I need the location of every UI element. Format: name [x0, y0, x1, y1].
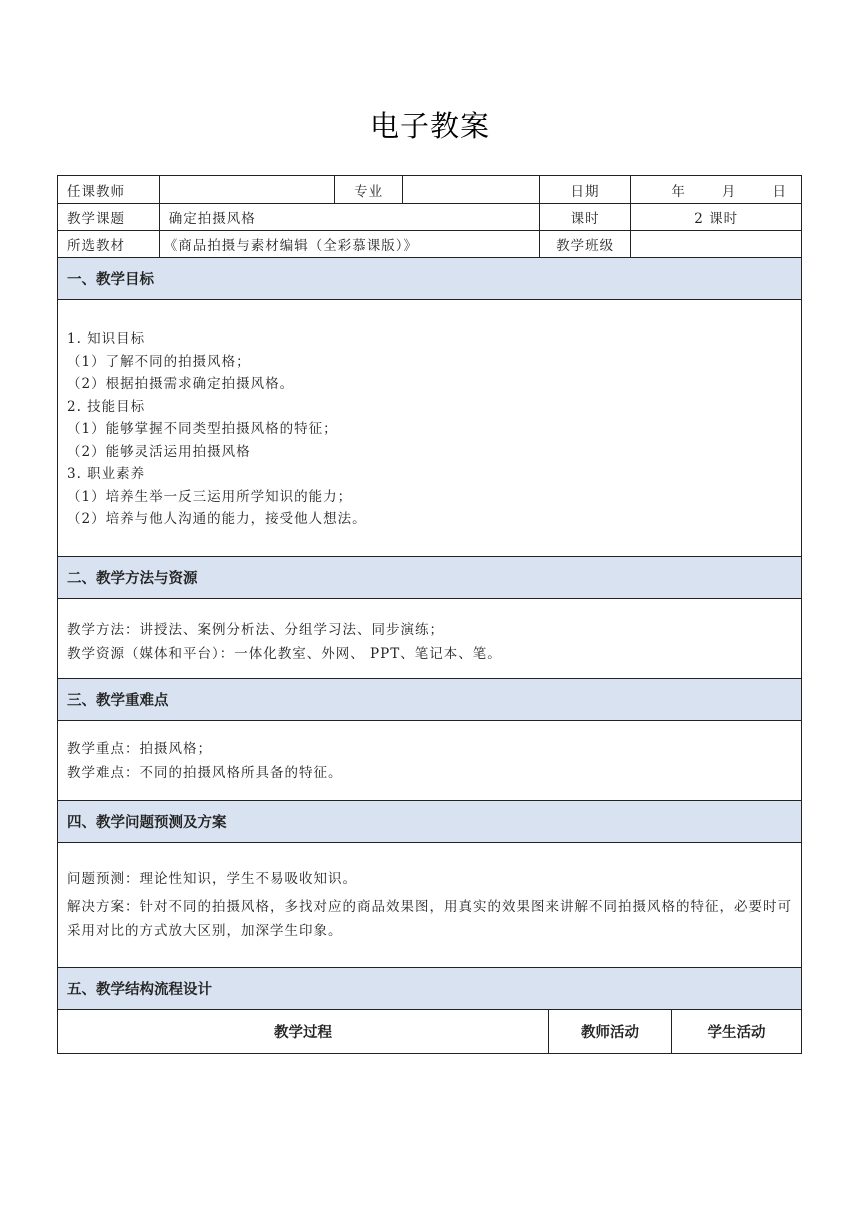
major-label: 专业 [335, 176, 403, 203]
info-row-textbook [58, 231, 801, 258]
methods-line: 教学资源（媒体和平台）：一体化教室、外网、 PPT、笔记本、笔。 [67, 646, 502, 662]
class-label: 教学班级 [540, 231, 632, 257]
section-body-methods[interactable] [58, 599, 801, 679]
date-year: 年 [671, 183, 686, 200]
date-month: 月 [721, 183, 737, 200]
flow-header-row [58, 1010, 801, 1053]
textbook-value[interactable]: 《商品拍摄与素材编辑（全彩慕课版）》 [160, 231, 540, 257]
hours-label: 课时 [540, 204, 632, 230]
section-body-problems[interactable] [58, 843, 801, 968]
section-heading-flow: 五、教学结构流程设计 [58, 968, 801, 1010]
flow-col-student: 学生活动 [707, 1025, 766, 1041]
methods-line: 教学方法：讲授法、案例分析法、分组学习法、同步演练； [67, 622, 444, 638]
section-heading-keypoints: 三、教学重难点 [58, 679, 801, 721]
section-body-keypoints[interactable] [58, 721, 801, 801]
document-title: 电子教案 [369, 109, 490, 143]
goals-line: 1. 知识目标 [67, 331, 146, 347]
keypoints-line: 教学难点：不同的拍摄风格所具备的特征。 [67, 765, 343, 781]
info-row-teacher [58, 176, 801, 204]
goals-line: （2）能够灵活运用拍摄风格 [67, 443, 251, 460]
major-value[interactable] [403, 176, 540, 203]
keypoints-line: 教学重点：拍摄风格； [67, 741, 212, 757]
teacher-label: 任课教师 [58, 176, 160, 203]
goals-line: （1）培养生举一反三运用所学知识的能力； [67, 488, 353, 505]
teacher-value[interactable] [160, 176, 336, 203]
goals-line: （1）能够掌握不同类型拍摄风格的特征； [67, 421, 338, 437]
goals-line: （2）根据拍摄需求确定拍摄风格。 [67, 376, 295, 392]
topic-value[interactable]: 确定拍摄风格 [160, 204, 540, 230]
date-value[interactable] [631, 176, 801, 203]
section-heading-goals: 一、教学目标 [58, 258, 801, 300]
section-body-goals[interactable] [58, 300, 801, 557]
section-heading-problems: 四、教学问题预测及方案 [58, 801, 801, 843]
hours-value[interactable]: 2 课时 [694, 211, 739, 227]
topic-label: 教学课题 [58, 204, 160, 230]
textbook-label: 所选教材 [58, 231, 160, 257]
goals-line: （1）了解不同的拍摄风格； [67, 353, 251, 370]
info-row-topic [58, 204, 801, 231]
date-day: 日 [772, 183, 787, 200]
problems-line: 解决方案：针对不同的拍摄风格，多找对应的商品效果图，用真实的效果图来讲解不同拍摄风格的特征，必要时可采用对比的方式放大区别，加深学生印象。 [67, 899, 792, 939]
section-heading-methods: 二、教学方法与资源 [58, 557, 801, 599]
class-value[interactable] [631, 231, 801, 257]
lesson-plan-table [57, 175, 802, 1054]
goals-line: 2. 技能目标 [67, 398, 146, 415]
problems-line: 问题预测：理论性知识，学生不易吸收知识。 [67, 871, 357, 887]
goals-line: （2）培养与他人沟通的能力，接受他人想法。 [67, 511, 367, 527]
flow-col-teacher: 教师活动 [549, 1010, 672, 1053]
goals-line: 3. 职业素养 [67, 466, 146, 482]
flow-col-process: 教学过程 [58, 1010, 549, 1053]
date-label: 日期 [540, 176, 632, 203]
